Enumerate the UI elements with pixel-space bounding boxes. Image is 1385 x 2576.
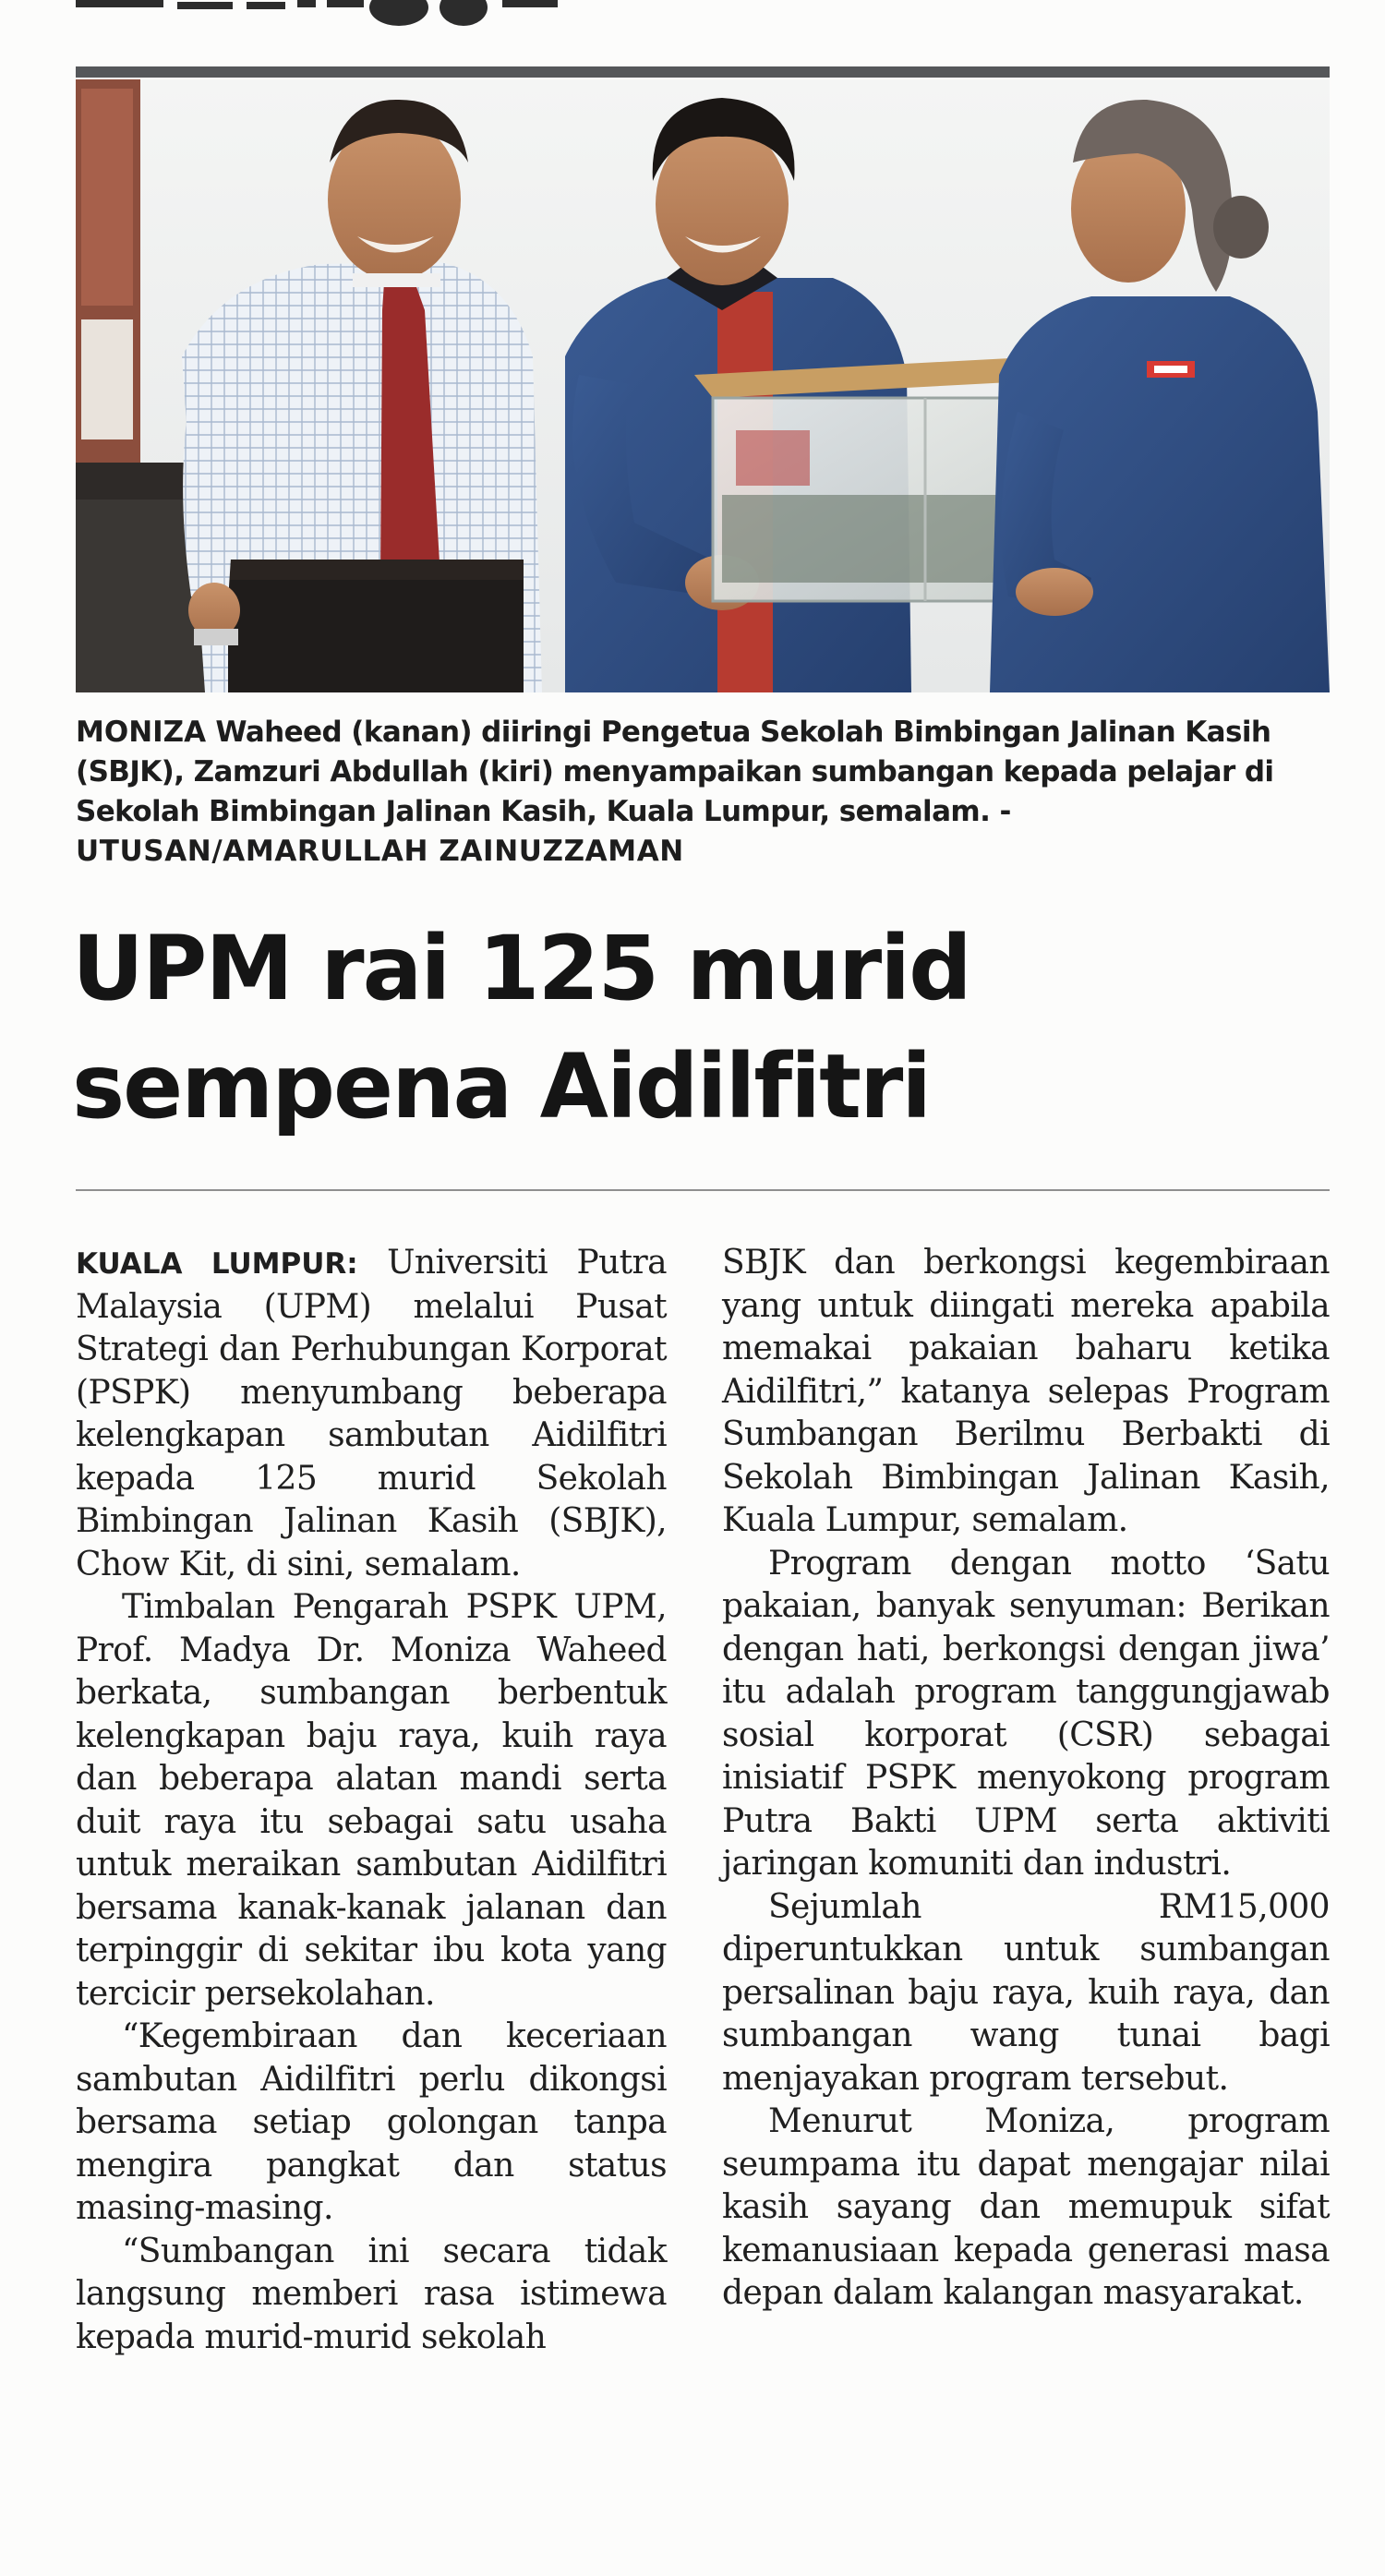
cropped-section-header: [76, 0, 574, 57]
article-paragraph-5: Program dengan motto ‘Satu pakaian, banyak senyuman: Berikan dengan hati, berkongsi dengan jiwa’ itu adalah program tanggungjawab sosial korporat (CSR) sebagai inisiatif PSPK menyokong program Putra Bakti UPM serta aktiviti jaringan komuniti dan industri.: [722, 1544, 1330, 1883]
article-column-right: [722, 1242, 1330, 2316]
caption-text: Waheed (kanan) diiringi Pengetua Sekolah Bimbingan Jalinan Kasih (SBJK), Zamzuri Abdullah (kiri) menyampaikan sumbangan kepada pelajar di Sekolah Bimbingan Jalinan Kasih, Kuala Lumpur, semalam. -: [76, 716, 1274, 828]
headline-line-1: UPM rai 125 murid: [72, 917, 970, 1020]
cropped-header-shapes: [76, 0, 574, 57]
photo-icon: [76, 79, 1330, 692]
article-column-left: [76, 1242, 667, 2359]
news-photo: [76, 79, 1330, 692]
article-paragraph-3: “Kegembiraan dan keceriaan sambutan Aidilfitri perlu dikongsi bersama setiap golongan tanpa mengira pangkat dan status masing-masing.: [76, 2017, 667, 2227]
cropped-section-header-glyphs: [76, 0, 574, 57]
article-paragraph-6: Sejumlah RM15,000 diperuntukkan untuk sumbangan persalinan baju raya, kuih raya, dan sumbangan wang tunai bagi menjayakan program tersebut.: [722, 1887, 1330, 2098]
headline: [72, 909, 1346, 1146]
headline-line-2: sempena Aidilfitri: [72, 1035, 931, 1138]
caption-lead-name: MONIZA: [76, 716, 207, 749]
paragraph-1-text: Universiti Putra Malaysia (UPM) melalui Pusat Strategi dan Perhubungan Korporat (PSPK) menyumbang beberapa kelengkapan sambutan Aidilfitri kepada 125 murid Sekolah Bimbingan Jalinan Kasih (SBJK), Chow Kit, di sini, semalam.: [76, 1244, 667, 1583]
top-rule: [76, 66, 1330, 78]
dateline: KUALA LUMPUR:: [76, 1247, 358, 1281]
article-paragraph-7: Menurut Moniza, program seumpama itu dapat mengajar nilai kasih sayang dan memupuk sifat kemanusiaan kepada generasi masa depan dalam kalangan masyarakat.: [722, 2102, 1330, 2312]
article-paragraph-4: “Sumbangan ini secara tidak langsung memberi rasa istimewa kepada murid-murid sekolah: [76, 2232, 667, 2356]
article-paragraph-4-continued: SBJK dan berkongsi kegembiraan yang untuk diingati mereka apabila memakai pakaian baharu ketika Aidilfitri,” katanya selepas Program Sumbangan Berilmu Berbakti di Sekolah Bimbingan Jalinan Kasih, Kuala Lumpur, semalam.: [722, 1244, 1330, 1539]
photo-credit: UTUSAN/AMARULLAH ZAINUZZAMAN: [76, 835, 684, 868]
headline-rule: [76, 1189, 1330, 1191]
photo-caption: [76, 713, 1341, 872]
article-paragraph-2: Timbalan Pengarah PSPK UPM, Prof. Madya Dr. Moniza Waheed berkata, sumbangan berbentuk kelengkapan baju raya, kuih raya dan beberapa alatan mandi serta duit raya itu sebagai satu usaha untuk meraikan sambutan Aidilfitri bersama kanak-kanak jalanan dan terpinggir di sekitar ibu kota yang tercicir persekolahan.: [76, 1588, 667, 2013]
article-paragraph-1: [76, 1242, 667, 1586]
